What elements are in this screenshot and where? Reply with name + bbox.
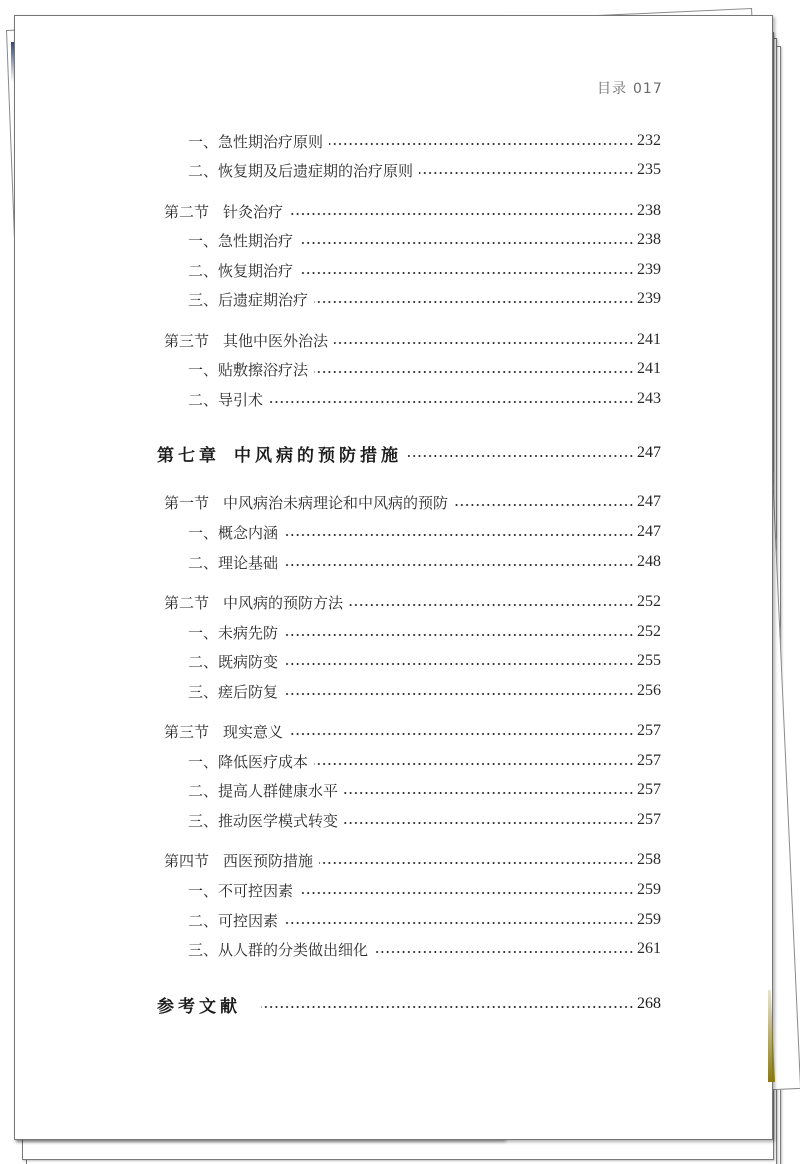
toc-item[interactable] [188,750,661,772]
toc-item[interactable] [188,909,661,931]
toc-chapter-number: 第七章 [157,445,220,466]
toc-section-number: 第二节 [164,593,210,612]
dot-leader [289,213,634,215]
toc-section[interactable] [164,720,661,742]
toc-item-label: 一、不可控因素 [188,881,294,900]
toc-item[interactable] [188,938,661,960]
toc-item-label: 二、提高人群健康水平 [188,781,339,800]
toc-references[interactable] [157,993,661,1015]
toc-page-number: 252 [637,593,661,610]
toc-page-number: 261 [637,940,661,957]
toc-section[interactable] [164,200,661,222]
front-page [14,15,773,1140]
toc-page-number: 243 [637,390,661,407]
toc-section[interactable] [164,329,661,351]
toc-item-label: 二、恢复期及后遗症期的治疗原则 [188,161,414,180]
toc-item[interactable] [188,358,661,380]
toc-page-number: 252 [637,623,661,640]
toc-page-number: 259 [637,911,661,928]
toc-item[interactable] [188,521,661,543]
toc-page-number: 239 [637,290,661,307]
toc-page-number: 268 [637,995,661,1012]
toc-item[interactable] [188,388,661,410]
toc-item-label: 一、降低医疗成本 [188,752,309,771]
toc-item-label: 二、恢复期治疗 [188,261,294,280]
running-head-page-number: 017 [633,81,663,97]
dot-leader [454,504,634,506]
toc-item[interactable] [188,879,661,901]
toc-section-title: 针灸治疗 [223,202,284,221]
toc-item-label: 二、导引术 [188,390,264,409]
toc-page-number: 241 [637,331,661,348]
toc-section-title: 中风病的预防方法 [223,593,344,612]
dot-leader [299,272,634,274]
running-head [597,78,663,98]
toc-item-label: 二、理论基础 [188,553,279,572]
running-head-label: 目录 [597,81,627,97]
toc-item[interactable] [188,551,661,573]
toc-page-number: 239 [637,261,661,278]
toc-page-number: 238 [637,202,661,219]
toc-item[interactable] [188,159,661,181]
toc-chapter-title: 中风病的预防措施 [234,445,402,466]
dot-leader [408,455,634,457]
dot-leader [314,371,634,373]
toc-item[interactable] [188,779,661,801]
toc-item[interactable] [188,229,661,251]
toc-item[interactable] [188,809,661,831]
dot-leader [299,242,634,244]
toc-page-number: 256 [637,682,661,699]
toc-page-number: 248 [637,553,661,570]
toc-item[interactable] [188,621,661,643]
toc-section-title: 中风病治未病理论和中风病的预防 [223,493,449,512]
dot-leader [284,534,634,536]
dot-leader [314,763,634,765]
toc-page-number: 241 [637,360,661,377]
toc-section[interactable] [164,591,661,613]
toc-chapter[interactable] [157,442,661,464]
toc-page-number: 257 [637,811,661,828]
toc-page-number: 257 [637,752,661,769]
toc-item-label: 一、概念内涵 [188,523,279,542]
toc-page-number: 232 [637,132,661,149]
dot-leader [344,792,634,794]
dot-leader [289,733,634,735]
toc-section-number: 第三节 [164,331,210,350]
dot-leader [284,564,634,566]
toc-item-label: 三、后遗症期治疗 [188,290,309,309]
dot-leader [261,1006,634,1008]
toc-page-number: 257 [637,781,661,798]
dot-leader [319,862,634,864]
toc-item-label: 三、瘥后防复 [188,682,279,701]
toc-section[interactable] [164,849,661,871]
dot-leader [419,172,634,174]
toc-section-title: 其他中医外治法 [223,331,329,350]
toc-item[interactable] [188,288,661,310]
dot-leader [299,892,634,894]
toc-item[interactable] [188,680,661,702]
dot-leader [284,663,634,665]
dot-leader [329,143,634,145]
toc-section-title: 西医预防措施 [223,851,314,870]
dot-leader [344,822,634,824]
dot-leader [374,951,634,953]
toc-item[interactable] [188,259,661,281]
toc-section-number: 第三节 [164,722,210,741]
toc-page-number: 247 [637,523,661,540]
toc-item[interactable] [188,650,661,672]
toc-section[interactable] [164,491,661,513]
toc-item-label: 一、贴敷擦浴疗法 [188,360,309,379]
dot-leader [334,342,634,344]
toc-section-number: 第二节 [164,202,210,221]
dot-leader [349,604,634,606]
toc-page-number: 259 [637,881,661,898]
dot-leader [284,634,634,636]
toc-section-number: 第四节 [164,851,210,870]
toc-item-label: 三、从人群的分类做出细化 [188,940,369,959]
toc-item-label: 一、未病先防 [188,623,279,642]
toc-item-label: 一、急性期治疗 [188,231,294,250]
dot-leader [314,301,634,303]
toc-page-number: 238 [637,231,661,248]
toc-item-label: 三、推动医学模式转变 [188,811,339,830]
dot-leader [269,401,634,403]
toc-item-label: 一、急性期治疗原则 [188,132,324,151]
toc-page-number: 247 [637,444,661,461]
toc-references-title: 参考文献 [157,996,241,1017]
dot-leader [284,693,634,695]
toc-section-number: 第一节 [164,493,210,512]
toc-page-number: 257 [637,722,661,739]
toc-page-number: 247 [637,493,661,510]
toc-item[interactable] [188,130,661,152]
toc-item-label: 二、可控因素 [188,911,279,930]
toc-page-number: 255 [637,652,661,669]
toc-page-number: 235 [637,161,661,178]
toc-page-number: 258 [637,851,661,868]
toc-section-title: 现实意义 [223,722,284,741]
toc-item-label: 二、既病防变 [188,652,279,671]
dot-leader [284,922,634,924]
